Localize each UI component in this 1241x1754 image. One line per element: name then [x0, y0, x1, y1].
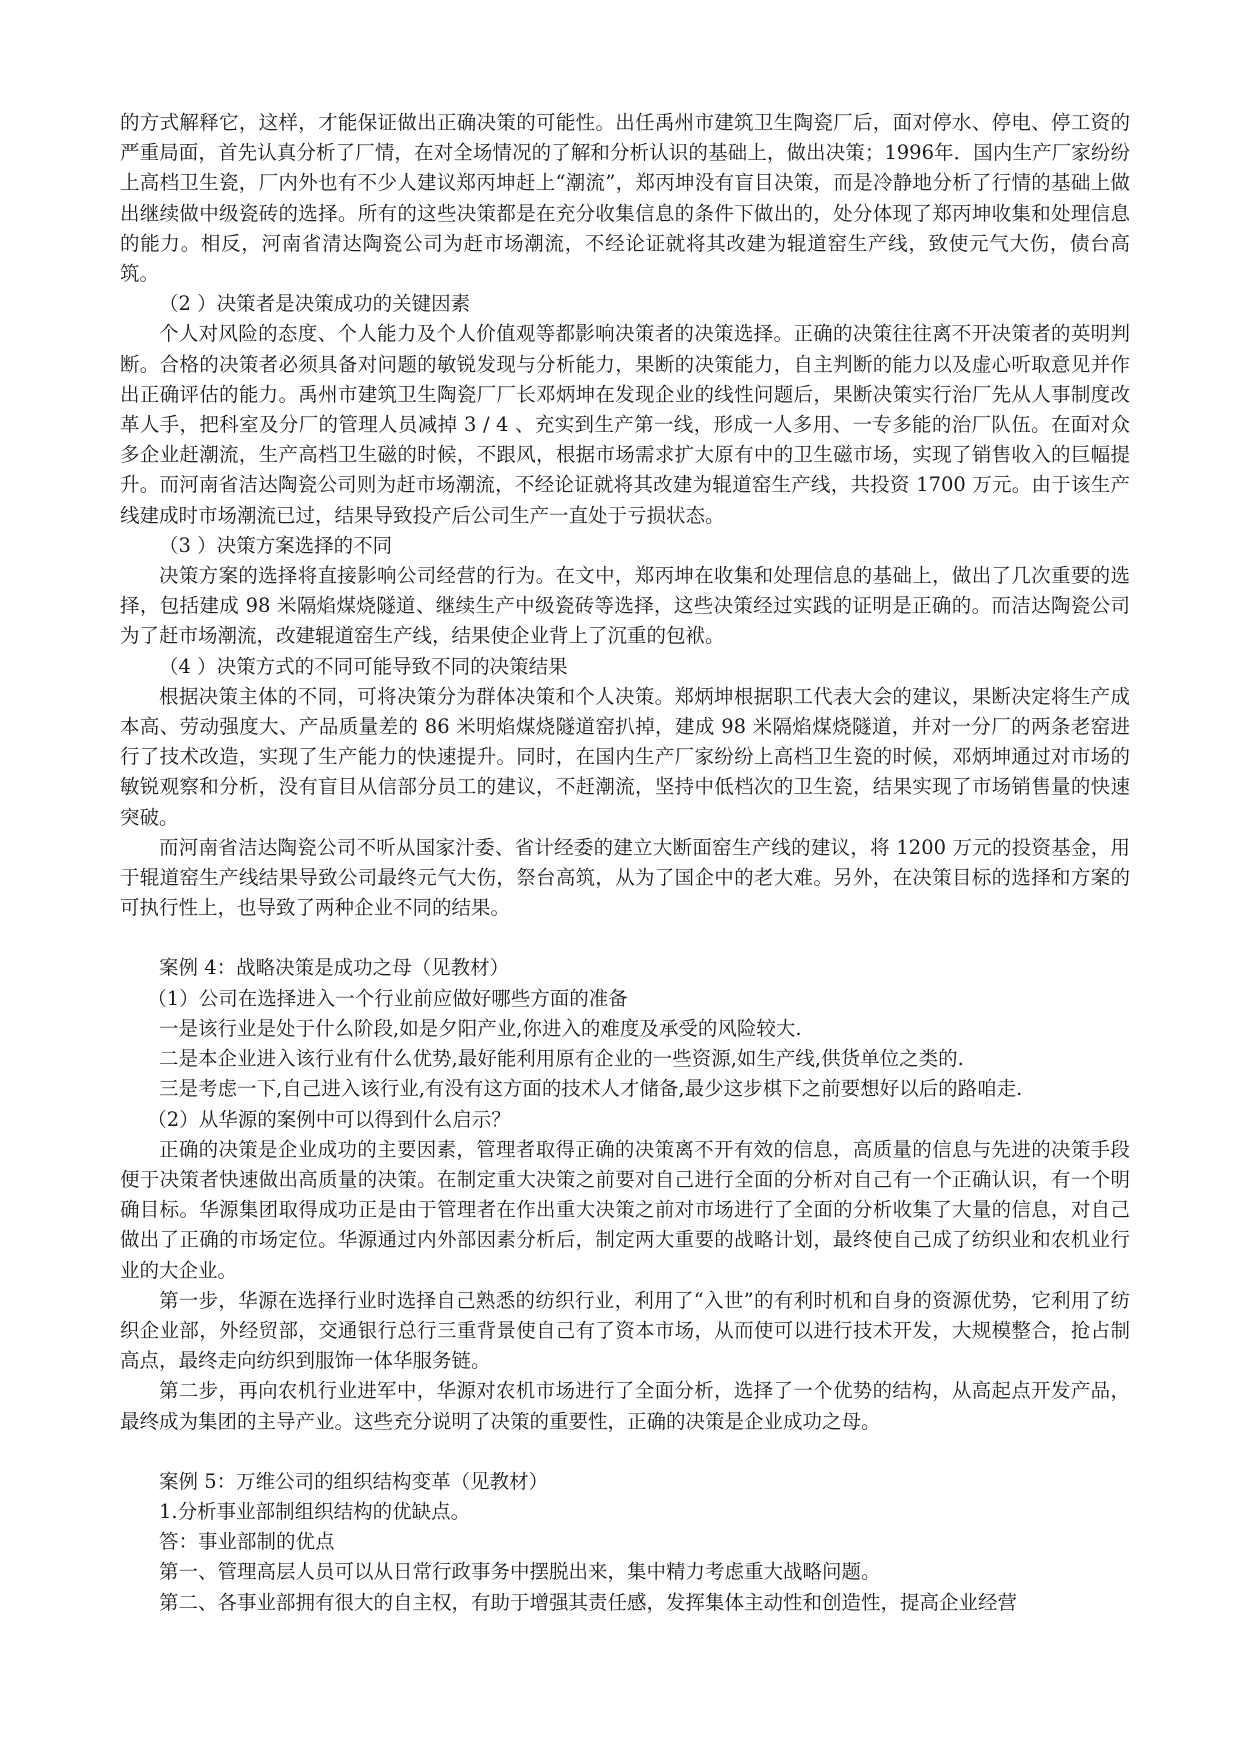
paragraph: 决策方案的选择将直接影响公司经营的行为。在文中，郑丙坤在收集和处理信息的基础上，做出了几次重要的选择，包括建成 98 米隔焰煤烧隧道、继续生产中级瓷砖等选择，这些决策经过实践的证明是正确的。而洁达陶瓷公司为了赶市场潮流，改建辊道窑生产线，结果使企业背上了沉重的包袱。	[120, 564, 1130, 648]
answer-point: 二是本企业进入该行业有什么优势,最好能利用原有企业的一些资源,如生产线,供货单位之类的.	[159, 1047, 964, 1071]
blank-line	[120, 923, 1130, 953]
answer-point: 三是考虑一下,自己进入该行业,有没有这方面的技术人才储备,最少这步棋下之前要想好以后的路咱走.	[159, 1077, 1023, 1101]
case-title: 案例 4：战略决策是成功之母（见教材）	[159, 956, 510, 980]
answer-heading: 答：事业部制的优点	[159, 1530, 335, 1554]
section-heading: （3 ）决策方案选择的不同	[159, 533, 393, 557]
answer-point: 第二、各事业部拥有很大的自主权，有助于增强其责任感，发挥集体主动性和创造性，提高企业经营	[159, 1590, 1018, 1614]
section-heading: （4 ）决策方式的不同可能导致不同的决策结果	[159, 654, 568, 678]
paragraph: 正确的决策是企业成功的主要因素，管理者取得正确的决策离不开有效的信息，高质量的信息与先进的决策手段便于决策者快速做出高质量的决策。在制定重大决策之前要对自己进行全面的分析对自己有一个正确认识，有一个明确目标。华源集团取得成功正是由于管理者在作出重大决策之前对市场进行了全面的分析收集了大量的信息，对自己做出了正确的市场定位。华源通过内外部因素分析后，制定两大重要的战略计划，最终使自己成了纺织业和农机业行业的大企业。	[120, 1137, 1130, 1282]
paragraph: 的方式解释它，这样，才能保证做出正确决策的可能性。出任禹州市建筑卫生陶瓷厂后，面对停水、停电、停工资的严重局面，首先认真分析了厂情，在对全场情况的了解和分析认识的基础上，做出决策；1996年．国内生产厂家纷纷上高档卫生瓷，厂内外也有不少人建议郑丙坤赶上“潮流”，郑丙坤没有盲目决策，而是冷静地分析了行情的基础上做出继续做中级瓷砖的选择。所有的这些决策都是在充分收集信息的条件下做出的，处分体现了郑丙坤收集和处理信息的能力。相反，河南省清达陶瓷公司为赶市场潮流，不经论证就将其改建为辊道窑生产线，致使元气大伤，债台高筑。	[120, 111, 1130, 286]
answer-point: 第一、管理高层人员可以从日常行政事务中摆脱出来，集中精力考虑重大战略问题。	[159, 1560, 881, 1584]
paragraph: 第二步，再向农机行业进军中，华源对农机市场进行了全面分析，选择了一个优势的结构，从高起点开发产品，最终成为集团的主导产业。这些充分说明了决策的重要性，正确的决策是企业成功之母。	[120, 1379, 1130, 1433]
question: （2）从华源的案例中可以得到什么启示？	[147, 1107, 511, 1131]
answer-point: 一是该行业是处于什么阶段,如是夕阳产业,你进入的难度及承受的风险较大.	[159, 1016, 802, 1040]
case-title: 案例 5：万维公司的组织结构变革（见教材）	[159, 1469, 549, 1493]
question: 1.分析事业部制组织结构的优缺点。	[159, 1499, 471, 1523]
question: （1）公司在选择进入一个行业前应做好哪些方面的准备	[147, 986, 628, 1010]
paragraph: 第一步，华源在选择行业时选择自己熟悉的纺织行业，利用了“入世”的有利时机和自身的资源优势，它利用了纺织企业部，外经贸部，交通银行总行三重背景使自己有了资本市场，从而使可以进行技术开发，大规模整合，抢占制高点，最终走向纺织到服饰一体华服务链。	[120, 1288, 1130, 1373]
paragraph: 根据决策主体的不同，可将决策分为群体决策和个人决策。郑炳坤根据职工代表大会的建议，果断决定将生产成本高、劳动强度大、产品质量差的 86 米明焰煤烧隧道窑扒掉，建成 98 米隔焰煤烧隧道，并对一分厂的两条老窑进行了技术改造，实现了生产能力的快速提升。同时，在国内生产厂家纷纷上高档卫生瓷的时候，邓炳坤通过对市场的敏锐观察和分析，没有盲目从信部分员工的建议，不赶潮流，坚持中低档次的卫生瓷，结果实现了市场销售量的快速突破。	[120, 684, 1130, 829]
paragraph: 个人对风险的态度、个人能力及个人价值观等都影响决策者的决策选择。正确的决策往往离不开决策者的英明判断。合格的决策者必须具备对问题的敏锐发现与分析能力，果断的决策能力，自主判断的能力以及虚心听取意见并作出正确评估的能力。禹州市建筑卫生陶瓷厂厂长邓炳坤在发现企业的线性问题后，果断决策实行治厂先从人事制度改革人手，把科室及分厂的管理人员减掉 3 / 4 、充实到生产第一线，形成一人多用、一专多能的治厂队伍。在面对众多企业赶潮流，生产高档卫生磁的时候，不跟风，根据市场需求扩大原有中的卫生磁市场，实现了销售收入的巨幅提升。而河南省洁达陶瓷公司则为赶市场潮流，不经论证就将其改建为辊道窑生产线，共投资 1700 万元。由于该生产线建成时市场潮流已过，结果导致投产后公司生产一直处于亏损状态。	[120, 322, 1130, 527]
paragraph: 而河南省洁达陶瓷公司不听从国家汁委、省计经委的建立大断面窑生产线的建议，将 1200 万元的投资基金，用于辊道窑生产线结果导致公司最终元气大伤，祭台高筑，从为了国企中的老大难。另外，在决策目标的选择和方案的可执行性上，也导致了两种企业不同的结果。	[120, 835, 1130, 920]
section-heading: （2 ）决策者是决策成功的关键因素	[159, 292, 471, 316]
blank-line	[120, 1437, 1130, 1467]
document-page	[120, 108, 1130, 1618]
